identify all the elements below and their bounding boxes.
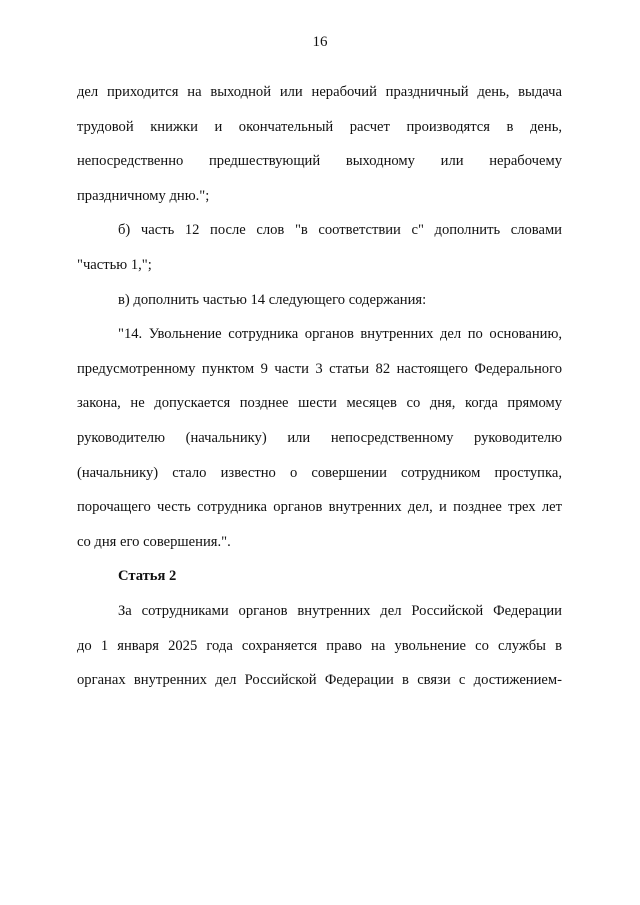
- text-line: праздничному дню.";: [77, 187, 210, 204]
- text-line: органах внутренних дел Российской Федерации в связи с достижением-: [77, 672, 562, 689]
- text-line: до 1 января 2025 года сохраняется право на увольнение со службы в: [77, 637, 562, 654]
- page-number: 16: [312, 34, 328, 50]
- text-line: трудовой книжки и окончательный расчет производятся в день,: [77, 118, 562, 135]
- text-line: руководителю (начальнику) или непосредственному руководителю: [77, 429, 562, 446]
- text-line: предусмотренному пунктом 9 части 3 статьи 82 настоящего Федерального: [77, 360, 562, 377]
- document-body: [77, 75, 562, 698]
- text-line: (начальнику) стало известно о совершении сотрудником проступка,: [77, 464, 562, 481]
- text-line: "14. Увольнение сотрудника органов внутренних дел по основанию,: [118, 326, 562, 343]
- text-line: закона, не допускается позднее шести месяцев со дня, когда прямому: [77, 395, 562, 412]
- article-heading: Статья 2: [118, 568, 177, 585]
- text-line: б) часть 12 после слов "в соответствии с" дополнить словами: [118, 222, 562, 239]
- text-line: "частью 1,";: [77, 256, 152, 273]
- text-line: За сотрудниками органов внутренних дел Российской Федерации: [118, 602, 562, 619]
- text-line: в) дополнить частью 14 следующего содержания:: [118, 291, 427, 308]
- text-line: со дня его совершения.".: [77, 533, 231, 550]
- text-line: непосредственно предшествующий выходному или нерабочему: [77, 153, 562, 170]
- text-line: порочащего честь сотрудника органов внутренних дел, и позднее трех лет: [77, 499, 562, 516]
- text-line: дел приходится на выходной или нерабочий праздничный день, выдача: [77, 84, 562, 100]
